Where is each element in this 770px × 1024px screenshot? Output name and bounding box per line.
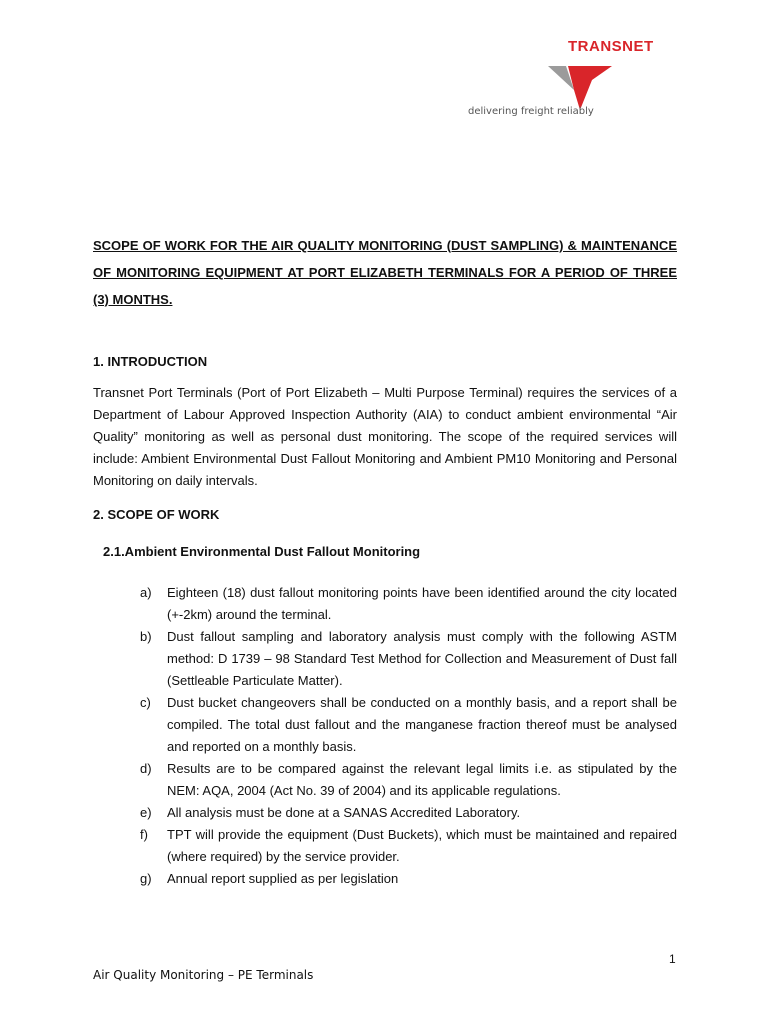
list-item-text: Dust bucket changeovers shall be conducted on a monthly basis, and a report shall be compiled. The total dust fallout and the manganese fraction thereof must be analysed and reported on a monthly basis. [167,695,677,754]
list-item [140,868,677,890]
subsection-heading-dust-fallout: 2.1.Ambient Environmental Dust Fallout Monitoring [103,544,421,559]
logo-tagline: delivering freight reliably [468,106,594,117]
page-number: 1 [669,952,676,966]
section-heading-introduction: 1. INTRODUCTION [93,354,208,369]
list-item [140,758,677,802]
list-item [140,802,677,824]
list-item-text: Dust fallout sampling and laboratory analysis must comply with the following ASTM method: D 1739 – 98 Standard Test Method for Collection and Measurement of Dust fall (Settleable Particulate Matter). [167,629,677,688]
document-body [93,232,677,890]
list-item [140,582,677,626]
logo-wordmark: TRANSNET [568,38,654,55]
transnet-arrow-icon [548,66,612,110]
list-marker: a) [140,585,152,600]
list-item-text: TPT will provide the equipment (Dust Buckets), which must be maintained and repaired (where required) by the service provider. [167,827,677,864]
section-heading-scope: 2. SCOPE OF WORK [93,507,220,522]
list-marker: b) [140,629,152,644]
list-item-text: Eighteen (18) dust fallout monitoring points have been identified around the city located (+-2km) around the terminal. [167,585,677,622]
list-marker: c) [140,695,151,710]
document-title: SCOPE OF WORK FOR THE AIR QUALITY MONITORING (DUST SAMPLING) & MAINTENANCE OF MONITORING EQUIPMENT AT PORT ELIZABETH TERMINALS FOR A PERIOD OF THREE (3) MONTHS. [93,238,677,307]
dust-fallout-list [93,582,677,890]
list-item-text: Annual report supplied as per legislation [167,871,399,886]
list-item-text: Results are to be compared against the relevant legal limits i.e. as stipulated by the NEM: AQA, 2004 (Act No. 39 of 2004) and its applicable regulations. [167,761,677,798]
list-item [140,824,677,868]
list-marker: d) [140,761,152,776]
introduction-paragraph: Transnet Port Terminals (Port of Port Elizabeth – Multi Purpose Terminal) requires the services of a Department of Labour Approved Inspection Authority (AIA) to conduct ambient environmental “Air Quality” monitoring as well as personal dust monitoring. The scope of the required services will include: Ambient Environmental Dust Fallout Monitoring and Ambient PM10 Monitoring and Personal Monitoring on daily intervals. [93,385,677,488]
list-marker: g) [140,871,152,886]
list-item [140,692,677,758]
list-item [140,626,677,692]
list-item-text: All analysis must be done at a SANAS Accredited Laboratory. [167,805,521,820]
transnet-logo [468,38,668,120]
page-footer: Air Quality Monitoring – PE Terminals [93,968,314,982]
list-marker: e) [140,805,152,820]
list-marker: f) [140,827,148,842]
